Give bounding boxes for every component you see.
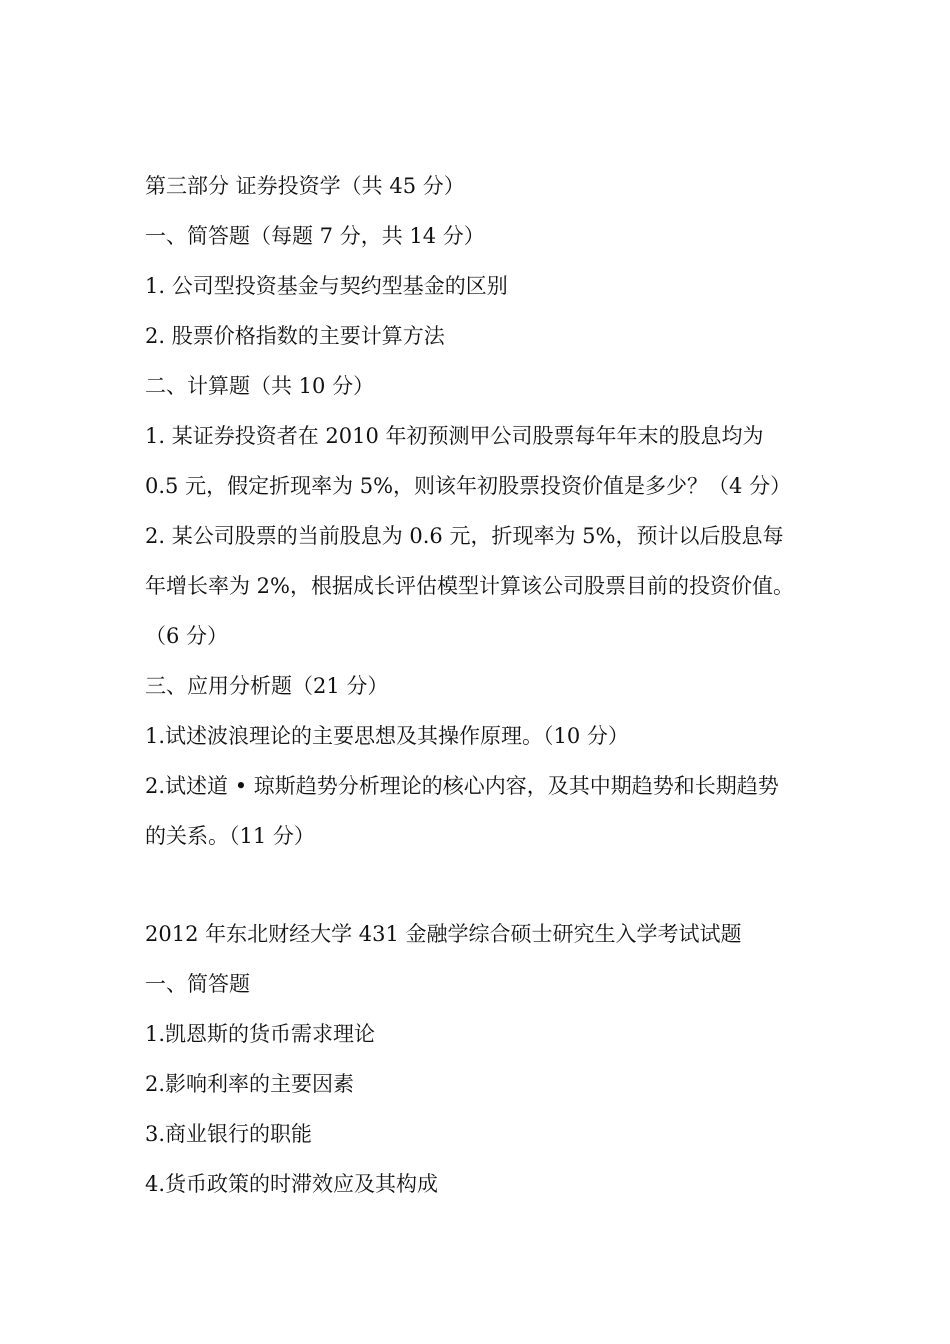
- section-heading: 第三部分 证券投资学（共 45 分）: [145, 174, 465, 198]
- question-line: 的关系。（11 分）: [145, 824, 315, 848]
- question-line: 2.影响利率的主要因素: [145, 1072, 355, 1096]
- subsection-heading: 一、简答题（每题 7 分，共 14 分）: [145, 224, 485, 248]
- question-line: （6 分）: [145, 624, 229, 648]
- subsection-heading: 一、简答题: [145, 972, 250, 996]
- question-line: 2. 某公司股票的当前股息为 0.6 元，折现率为 5%，预计以后股息每: [145, 524, 784, 548]
- exam-title: 2012 年东北财经大学 431 金融学综合硕士研究生入学考试试题: [145, 922, 742, 946]
- subsection-heading: 三、应用分析题（21 分）: [145, 674, 389, 698]
- subsection-heading: 二、计算题（共 10 分）: [145, 374, 375, 398]
- question-line: 1.试述波浪理论的主要思想及其操作原理。（10 分）: [145, 724, 629, 748]
- question-line: 0.5 元，假定折现率为 5%，则该年初股票投资价值是多少？（4 分）: [145, 474, 792, 498]
- question-line: 3.商业银行的职能: [145, 1122, 313, 1146]
- question-line: 1. 公司型投资基金与契约型基金的区别: [145, 274, 508, 298]
- question-line: 2. 股票价格指数的主要计算方法: [145, 324, 445, 348]
- question-line: 4.货币政策的时滞效应及其构成: [145, 1172, 439, 1196]
- question-line: 1.凯恩斯的货币需求理论: [145, 1022, 376, 1046]
- question-line: 1. 某证券投资者在 2010 年初预测甲公司股票每年年末的股息均为: [145, 424, 764, 448]
- question-line: 年增长率为 2%，根据成长评估模型计算该公司股票目前的投资价值。: [145, 574, 794, 598]
- question-line: 2.试述道 • 琼斯趋势分析理论的核心内容，及其中期趋势和长期趋势: [145, 774, 779, 798]
